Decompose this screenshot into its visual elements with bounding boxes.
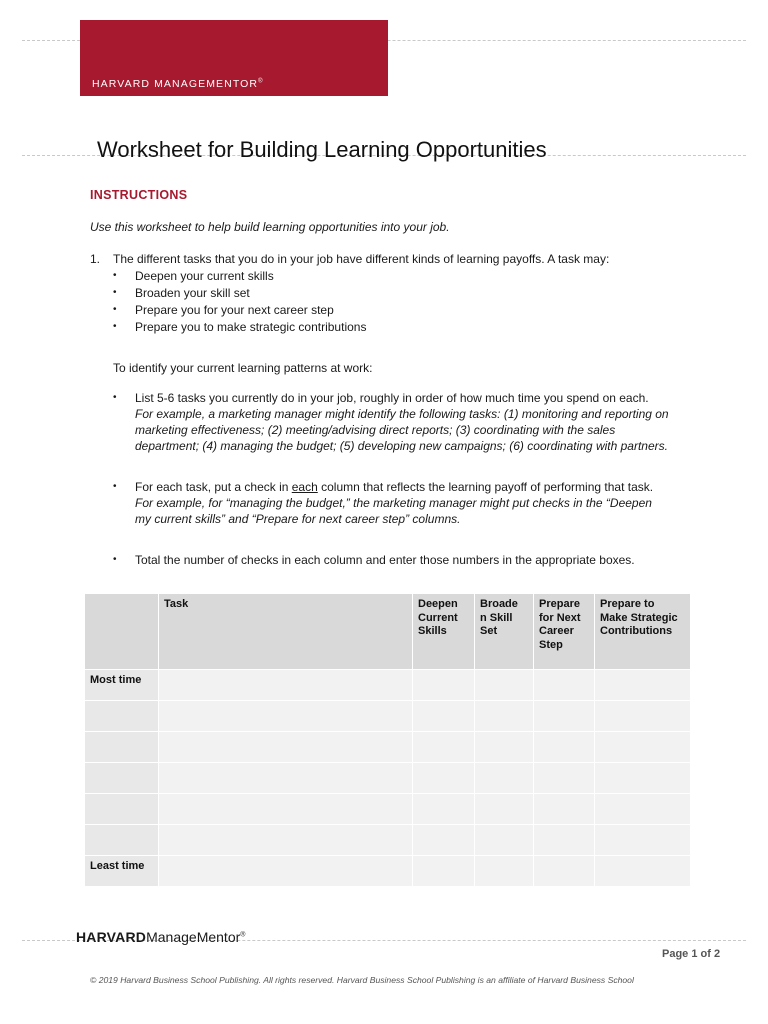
step2-example-line: For example, for “managing the budget,” the marketing manager might put checks in the “Deepen <box>135 496 652 510</box>
bullet-icon: • <box>113 321 117 332</box>
bullet-icon: • <box>113 270 117 281</box>
prepare-cell[interactable] <box>534 794 595 825</box>
payoff-item: Broaden your skill set <box>135 286 250 300</box>
banner-logo-text: HARVARD MANAGEMENTOR® <box>92 78 264 90</box>
table-row <box>85 763 691 794</box>
identify-text: To identify your current learning patterns at work: <box>113 361 373 375</box>
row-label <box>85 701 159 732</box>
page-number: Page 1 of 2 <box>662 948 721 960</box>
bullet-icon: • <box>113 554 117 565</box>
strategic-cell[interactable] <box>595 763 691 794</box>
header-deepen: Deepen Current Skills <box>413 594 475 670</box>
row-label <box>85 732 159 763</box>
step2-example-line: my current skills” and “Prepare for next career step” columns. <box>135 512 461 526</box>
deepen-cell[interactable] <box>413 794 475 825</box>
task-cell[interactable] <box>159 701 413 732</box>
deepen-cell[interactable] <box>413 701 475 732</box>
header-task: Task <box>159 594 413 670</box>
broaden-cell[interactable] <box>475 794 534 825</box>
step1-example-line: department; (4) managing the budget; (5) developing new campaigns; (6) coordinating with partners. <box>135 439 668 453</box>
header-prepare-next-step: Prepare for Next Career Step <box>534 594 595 670</box>
payoff-item: Prepare you for your next career step <box>135 303 334 317</box>
deepen-cell[interactable] <box>413 825 475 856</box>
prepare-cell[interactable] <box>534 763 595 794</box>
broaden-cell[interactable] <box>475 701 534 732</box>
table-header-row <box>85 594 691 670</box>
prepare-cell[interactable] <box>534 701 595 732</box>
row-label <box>85 763 159 794</box>
step1-text: List 5-6 tasks you currently do in your job, roughly in order of how much time you spend on each. <box>135 391 649 405</box>
broaden-cell[interactable] <box>475 732 534 763</box>
footer-logo: HARVARDManageMentor® <box>76 929 246 945</box>
deepen-cell[interactable] <box>413 732 475 763</box>
task-cell[interactable] <box>159 794 413 825</box>
row-label <box>85 794 159 825</box>
payoff-item: Prepare you to make strategic contributions <box>135 320 367 334</box>
step2-emphasis: each <box>291 480 318 494</box>
row-label <box>85 825 159 856</box>
instructions-intro: Use this worksheet to help build learning opportunities into your job. <box>90 220 450 234</box>
task-cell[interactable] <box>159 763 413 794</box>
item1-text: The different tasks that you do in your job have different kinds of learning payoffs. A task may: <box>113 252 610 266</box>
broaden-cell[interactable] <box>475 856 534 887</box>
broaden-cell[interactable] <box>475 763 534 794</box>
step1-example-line: For example, a marketing manager might identify the following tasks: (1) monitoring and reporting on <box>135 407 669 421</box>
bullet-icon: • <box>113 287 117 298</box>
strategic-cell[interactable] <box>595 701 691 732</box>
bullet-icon: • <box>113 481 117 492</box>
table-row <box>85 670 691 701</box>
row-label: Least time <box>85 856 159 887</box>
broaden-cell[interactable] <box>475 825 534 856</box>
strategic-cell[interactable] <box>595 856 691 887</box>
step3-text: Total the number of checks in each column and enter those numbers in the appropriate boxes. <box>135 553 635 567</box>
broaden-cell[interactable] <box>475 670 534 701</box>
item-number: 1. <box>90 252 101 266</box>
deepen-cell[interactable] <box>413 670 475 701</box>
strategic-cell[interactable] <box>595 825 691 856</box>
row-label: Most time <box>85 670 159 701</box>
brand-banner <box>80 20 388 96</box>
instructions-heading: INSTRUCTIONS <box>90 188 188 202</box>
table-row <box>85 732 691 763</box>
deepen-cell[interactable] <box>413 763 475 794</box>
prepare-cell[interactable] <box>534 670 595 701</box>
strategic-cell[interactable] <box>595 670 691 701</box>
header-broaden: Broade n Skill Set <box>475 594 534 670</box>
bullet-icon: • <box>113 304 117 315</box>
header-strategic: Prepare to Make Strategic Contributions <box>595 594 691 670</box>
bullet-icon: • <box>113 392 117 403</box>
header-corner-cell <box>85 594 159 670</box>
payoff-item: Deepen your current skills <box>135 269 274 283</box>
task-cell[interactable] <box>159 856 413 887</box>
task-cell[interactable] <box>159 670 413 701</box>
prepare-cell[interactable] <box>534 856 595 887</box>
task-cell[interactable] <box>159 825 413 856</box>
deepen-cell[interactable] <box>413 856 475 887</box>
table-row <box>85 701 691 732</box>
strategic-cell[interactable] <box>595 732 691 763</box>
table-row <box>85 856 691 887</box>
step2-text: For each task, put a check in each column that reflects the learning payoff of performing that task. <box>135 480 654 494</box>
strategic-cell[interactable] <box>595 794 691 825</box>
table-row <box>85 825 691 856</box>
task-cell[interactable] <box>159 732 413 763</box>
prepare-cell[interactable] <box>534 732 595 763</box>
step1-example-line: marketing effectiveness; (2) meeting/advising direct reports; (3) coordinating with the sales <box>135 423 616 437</box>
page-title: Worksheet for Building Learning Opportunities <box>97 137 547 162</box>
copyright-notice: © 2019 Harvard Business School Publishing. All rights reserved. Harvard Business School Publishing is an affiliate of Harvard Business School <box>90 975 634 985</box>
prepare-cell[interactable] <box>534 825 595 856</box>
worksheet-table <box>84 593 691 887</box>
table-row <box>85 794 691 825</box>
